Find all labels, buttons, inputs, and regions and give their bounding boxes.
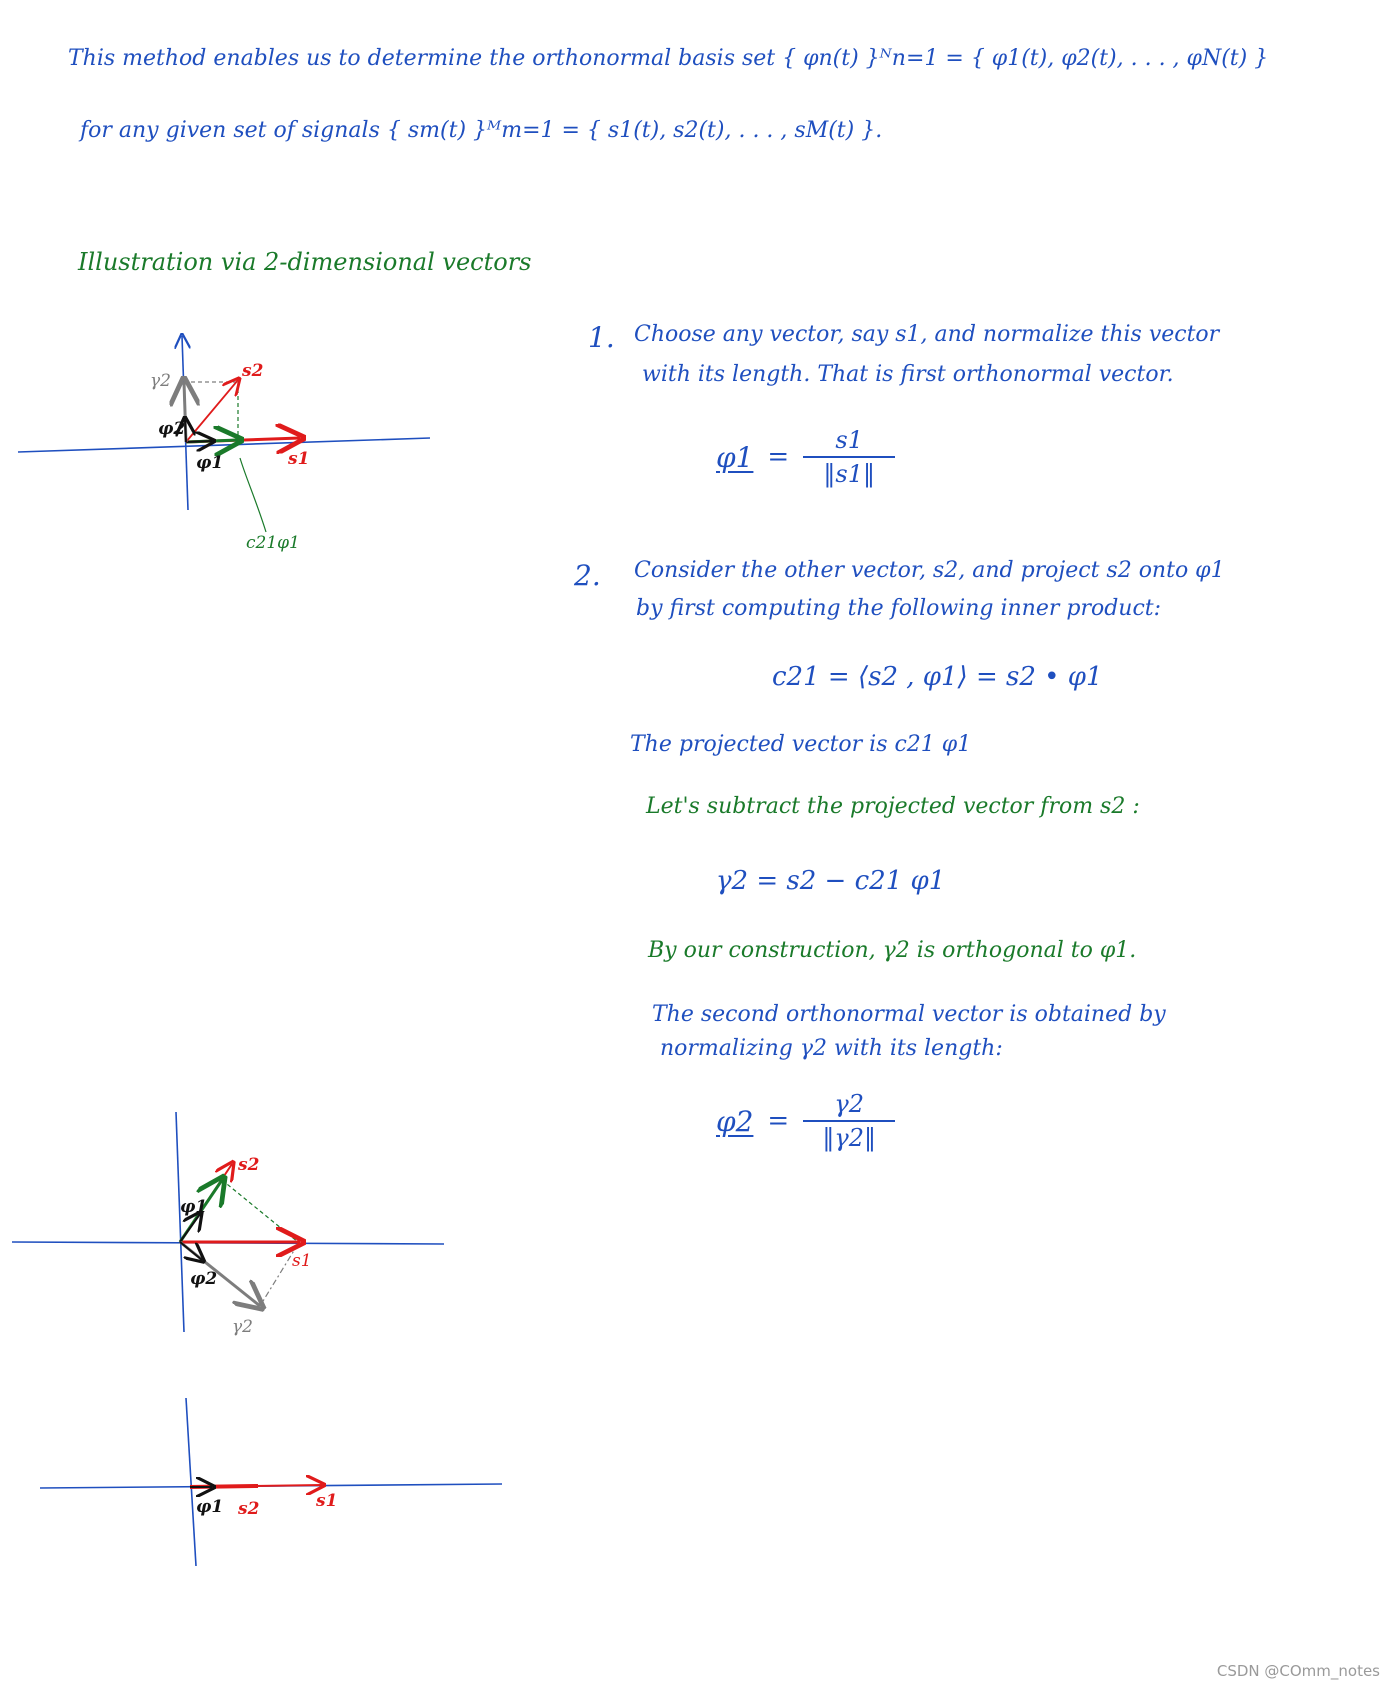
gamma2-equation: γ2 = s2 − c21 φ1 [716, 866, 946, 896]
gram-schmidt-diagram-1 [0, 300, 470, 580]
d2-label-phi2: φ2 [190, 1269, 218, 1289]
d1-label-c21phi1: c21φ1 [246, 533, 300, 553]
d3-label-phi1: φ1 [196, 1497, 224, 1517]
d2-phi1-arrow [180, 1214, 200, 1242]
step2-text-line2: by first computing the following inner product: [636, 596, 1162, 621]
subtract-text: Let's subtract the projected vector from s2 : [646, 794, 1140, 819]
eq1-fraction [803, 424, 895, 490]
d2-label-gamma2: γ2 [232, 1317, 253, 1337]
d1-label-gamma2: γ2 [150, 371, 171, 391]
eq2-equals: = [767, 1106, 790, 1136]
eq1-denominator: ‖s1‖ [823, 460, 876, 488]
step1-text-line1: Choose any vector, say s1, and normalize this vector [634, 322, 1220, 347]
eq1-equals: = [767, 442, 790, 472]
step2-number: 2. [574, 559, 601, 592]
d2-y-axis [176, 1112, 184, 1332]
d1-label-s1: s1 [288, 449, 310, 469]
second-vector-line2: normalizing γ2 with its length: [660, 1036, 1003, 1061]
d3-label-s1: s1 [316, 1491, 338, 1511]
illustration-heading: Illustration via 2-dimensional vectors [78, 248, 532, 276]
eq2-numerator: γ2 [834, 1090, 865, 1118]
d1-s2-arrow [186, 380, 238, 442]
d1-label-s2: s2 [242, 361, 264, 381]
second-vector-line1: The second orthonormal vector is obtained by [652, 1002, 1166, 1027]
orthogonal-text: By our construction, γ2 is orthogonal to φ1. [648, 938, 1137, 963]
step2-text-line1: Consider the other vector, s2, and project s2 onto φ1 [634, 558, 1225, 583]
gram-schmidt-diagram-3 [0, 1390, 520, 1570]
d3-label-s2: s2 [238, 1499, 260, 1519]
d1-label-phi1: φ1 [196, 453, 224, 473]
d2-dashed-projection [222, 1180, 298, 1242]
phi1-normalization-equation [716, 424, 895, 490]
eq2-denominator: ‖γ2‖ [822, 1124, 877, 1152]
step1-number: 1. [588, 321, 615, 354]
d1-phi1-arrow [186, 441, 212, 442]
phi2-normalization-equation [716, 1088, 895, 1154]
intro-line-1: This method enables us to determine the orthonormal basis set { φn(t) }ᴺn=1 = { φ1(t), φ2(t), . . . , φN(t) } [68, 46, 1269, 71]
projected-vector-text: The projected vector is c21 φ1 [630, 732, 972, 757]
d3-y-axis [186, 1398, 196, 1566]
watermark: CSDN @COmm_notes [1216, 1662, 1380, 1680]
eq1-numerator: s1 [835, 426, 864, 454]
eq2-fraction [803, 1088, 895, 1154]
intro-line-2: for any given set of signals { sm(t) }ᴹm=1 = { s1(t), s2(t), . . . , sM(t) }. [80, 118, 883, 143]
d2-label-s1: s1 [292, 1251, 312, 1271]
d2-phi2-arrow [180, 1242, 202, 1260]
d2-label-phi1: φ1 [180, 1197, 208, 1217]
gram-schmidt-diagram-2 [0, 1100, 470, 1350]
inner-product-equation: c21 = ⟨s2 , φ1⟩ = s2 • φ1 [772, 662, 1103, 692]
eq2-lhs: φ2 [716, 1104, 754, 1138]
step1-text-line2: with its length. That is first orthonormal vector. [642, 362, 1174, 387]
d1-label-phi2: φ2 [158, 419, 186, 439]
eq1-lhs: φ1 [716, 440, 754, 474]
d2-label-s2: s2 [238, 1155, 260, 1175]
d1-c21phi1-pointer [240, 458, 266, 532]
